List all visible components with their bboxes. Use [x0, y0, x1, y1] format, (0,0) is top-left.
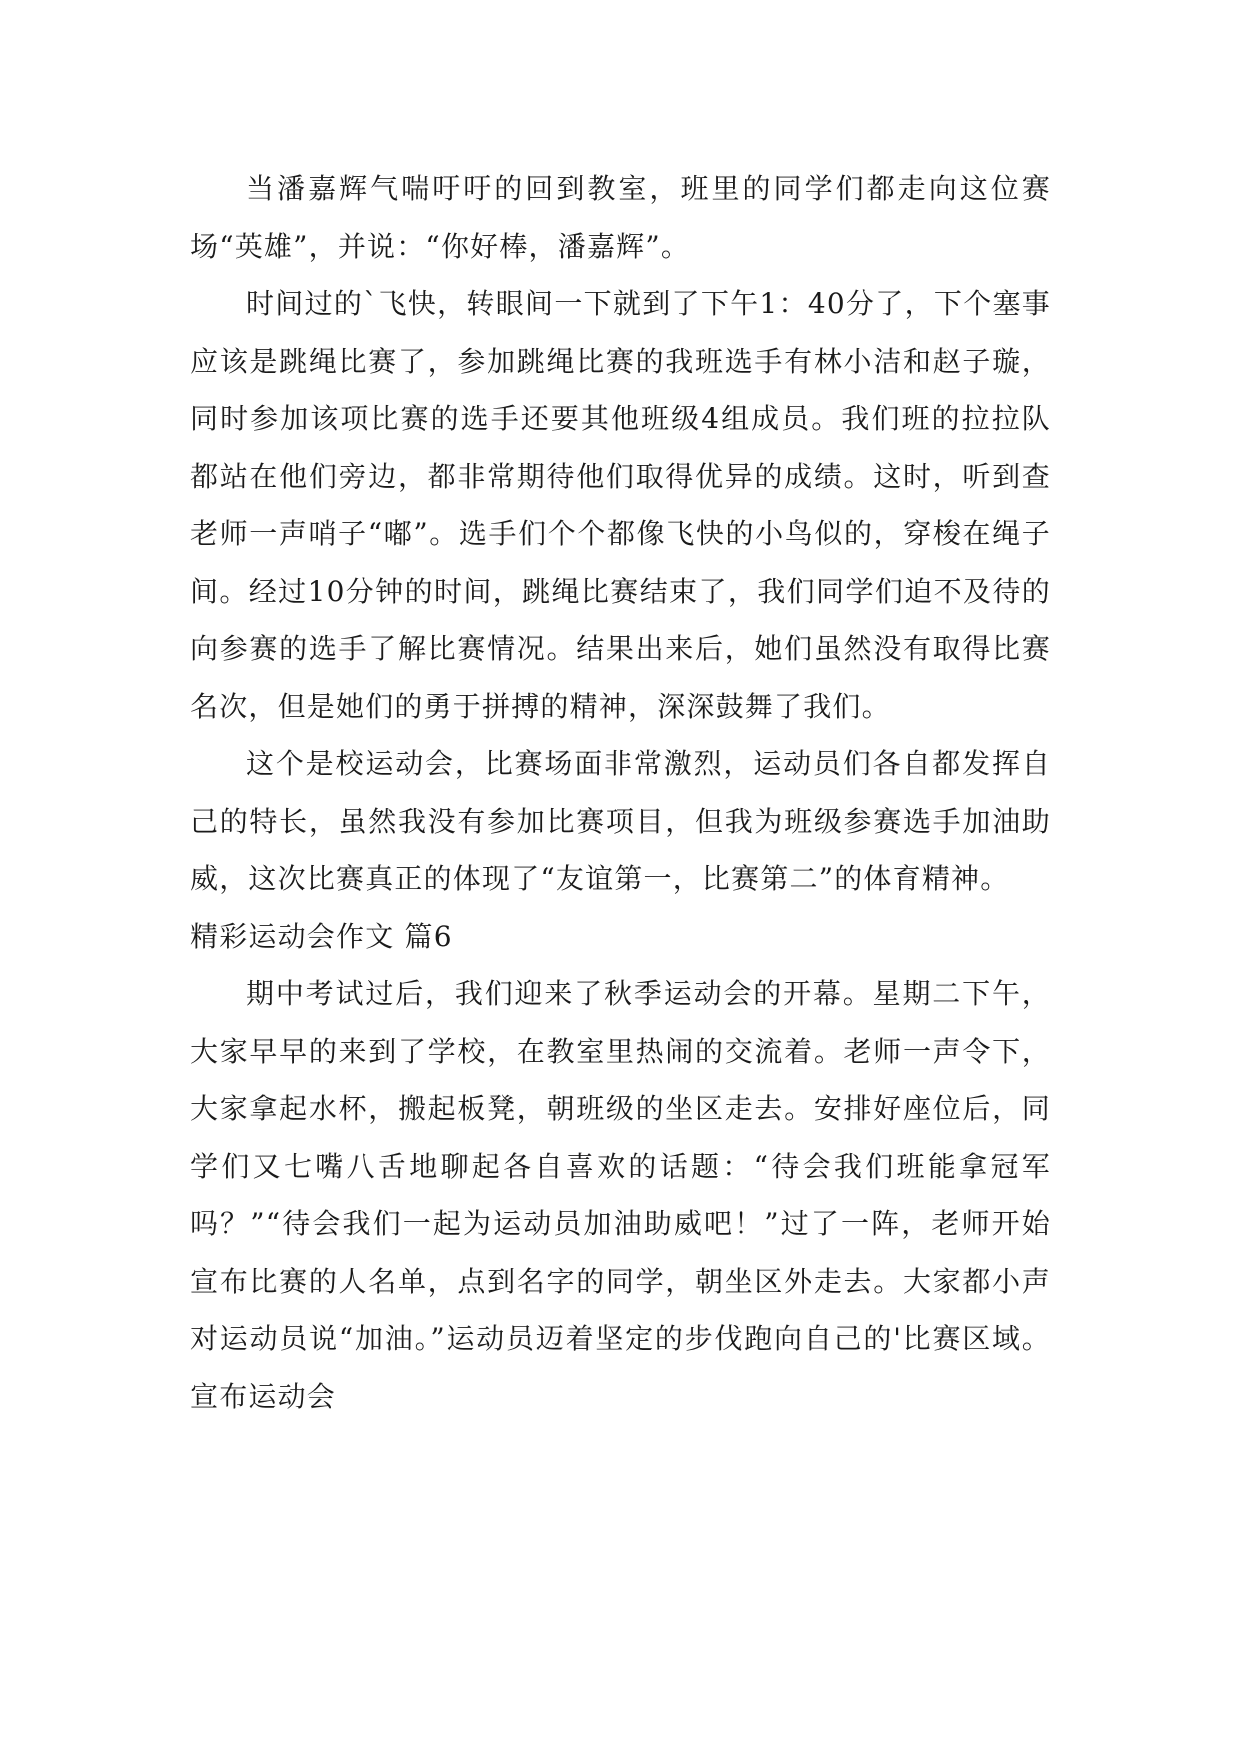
paragraph-sports-spirit: 这个是校运动会，比赛场面非常激烈，运动员们各自都发挥自己的特长，虽然我没有参加比赛项目，但我为班级参赛选手加油助威，这次比赛真正的体现了“友谊第一，比赛第二”的体育精神。 [190, 747, 1051, 895]
paragraph-jump-rope-race: 时间过的`飞快，转眼间一下就到了下午1：40分了，下个塞事应该是跳绳比赛了，参加跳绳比赛的我班选手有林小洁和赵子璇，同时参加该项比赛的选手还要其他班级4组成员。我们班的拉拉队都站在他们旁边，都非常期待他们取得优异的成绩。这时，听到查老师一声哨子“嘟”。选手们个个都像飞快的小鸟似的，穿梭在绳子间。经过10分钟的时间，跳绳比赛结束了，我们同学们迫不及待的向参赛的选手了解比赛情况。结果出来后，她们虽然没有取得比赛名次，但是她们的勇于拼搏的精神，深深鼓舞了我们。 [190, 287, 1051, 723]
paragraph-autumn-sports-meet: 期中考试过后，我们迎来了秋季运动会的开幕。星期二下午，大家早早的来到了学校，在教室里热闹的交流着。老师一声令下，大家拿起水杯，搬起板凳，朝班级的坐区走去。安排好座位后，同学们又七嘴八舌地聊起各自喜欢的话题：“待会我们班能拿冠军吗？”“待会我们一起为运动员加油助威吧！”过了一阵，老师开始宣布比赛的人名单，点到名字的同学，朝坐区外走去。大家都小声对运动员说“加油。”运动员迈着坚定的步伐跑向自己的'比赛区域。宣布运动会 [190, 977, 1051, 1413]
section-title: 精彩运动会作文 篇6 [190, 919, 453, 953]
paragraph-return-to-classroom: 当潘嘉辉气喘吁吁的回到教室，班里的同学们都走向这位赛场“英雄”，并说：“你好棒，潘嘉辉”。 [190, 172, 1051, 263]
document-body [190, 160, 1051, 1425]
